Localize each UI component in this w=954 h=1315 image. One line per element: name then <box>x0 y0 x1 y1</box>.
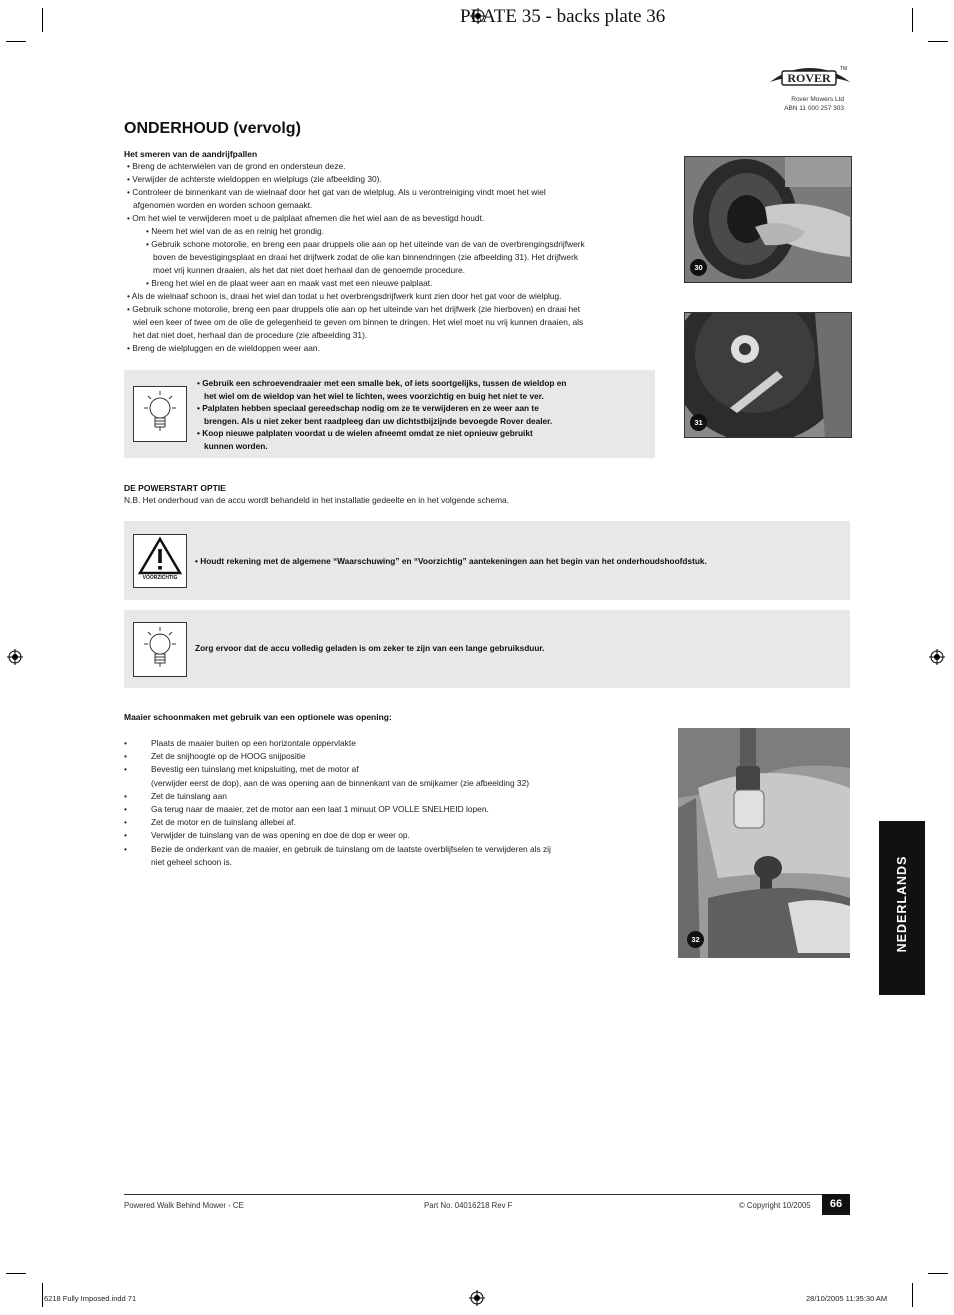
list-item-text: Zet de motor en de tuinslang allebei af. <box>151 817 296 828</box>
text-line: • Breng het wiel en de plaat weer aan en maak vast met een nieuwe palplaat. <box>146 278 433 288</box>
company-info <box>760 95 844 113</box>
section-title-cleaning: Maaier schoonmaken met gebruik van een optionele was opening: <box>124 712 392 722</box>
slug-timestamp: 28/10/2005 11:35:30 AM <box>806 1294 888 1303</box>
footer-part-number: Part No. 04016218 Rev F <box>424 1201 513 1210</box>
bullet: • <box>124 843 127 854</box>
bullet: • <box>124 804 127 815</box>
list-item <box>124 803 644 816</box>
crop-mark <box>928 41 948 42</box>
list-item-text: (verwijder eerst de dop), aan de was opening aan de binnenkant van de smijkamer (zie afbeelding 32) <box>151 777 530 788</box>
footer-rule <box>124 1194 850 1195</box>
section-title-lubrication: Het smeren van de aandrijfpallen <box>124 149 258 159</box>
list-item <box>124 790 644 803</box>
bullet: • <box>124 790 127 801</box>
bullet: • <box>124 830 127 841</box>
list-item <box>124 750 644 763</box>
lightbulb-icon <box>133 622 187 677</box>
text-line: • Gebruik schone motorolie, en breng een paar druppels olie aan op het uiteinde van de van de overbrengingsdrijfwerk <box>146 239 585 249</box>
section-body-lubrication <box>127 160 667 355</box>
list-item-text: Verwijder de tuinslang van de was opening en doe de dop er weer op. <box>151 830 410 841</box>
tip-line: kunnen worden. <box>204 440 268 451</box>
plate-title: PLATE 35 - backs plate 36 <box>460 6 666 27</box>
text-line: • Om het wiel te verwijderen moet u de palplaat afnemen die het wiel aan de as bevestigd houdt. <box>127 213 485 223</box>
footer-copyright: © Copyright 10/2005 <box>739 1201 811 1210</box>
text-line: • Neem het wiel van de as en reinig het grondig. <box>146 226 324 236</box>
tip-line: • Gebruik een schroevendraaier met een smalle bek, of iets soortgelijks, tussen de wieldop en <box>197 378 567 388</box>
registration-mark-icon <box>469 1290 485 1306</box>
text-line: • Controleer de binnenkant van de wielnaaf door het gat van de wielplug. Als u verontreiniging vindt moet het wiel <box>127 187 546 197</box>
tip-text <box>197 377 649 452</box>
section-title-powerstart: DE POWERSTART OPTIE <box>124 483 226 493</box>
text-line: • Als de wielnaaf schoon is, draai het wiel dan todat u het overbrengsdrijfwerk kunt zien door het gat voor de wielplug. <box>127 291 562 301</box>
list-item-text: Ga terug naar de maaier, zet de motor aan een laat 1 minuut OP VOLLE SNELHEID lopen. <box>151 804 489 815</box>
figure-number: 32 <box>687 931 704 948</box>
tip-line: • Palplaten hebben speciaal gereedschap nodig om ze te verwijderen en ze weer aan te <box>197 403 539 413</box>
list-item-text: Zet de snijhoogte op de HOOG snijpositie <box>151 751 306 762</box>
logo-text: ROVER <box>787 71 831 85</box>
crop-mark <box>928 1273 948 1274</box>
text-line: • Breng de achterwielen van de grond en ondersteun deze. <box>127 161 346 171</box>
logo-tm: TM <box>840 66 848 72</box>
text-line: het dat niet doet, herhaal dan de procedure (zie afbeelding 31). <box>133 330 368 340</box>
figure-number: 31 <box>690 414 707 431</box>
registration-mark-icon <box>929 649 945 665</box>
crop-mark <box>6 1273 26 1274</box>
page-number: 66 <box>822 1194 850 1215</box>
list-item-text: Bezie de onderkant van de maaier, en gebruik de tuinslang om de laatste overblijfselen te verwijderen als zij <box>151 843 551 854</box>
tip-line: • Koop nieuwe palplaten voordat u de wielen afneemt omdat ze niet opnieuw gebruikt <box>197 428 533 438</box>
text-line: • Breng de wielpluggen en de wieldoppen weer aan. <box>127 343 320 353</box>
list-item-text: niet geheel schoon is. <box>151 856 233 867</box>
list-item <box>124 816 644 829</box>
powerstart-note: N.B. Het onderhoud van de accu wordt behandeld in het installatie gedeelte en in het volgende schema. <box>124 495 510 505</box>
language-tab-label: NEDERLANDS <box>895 855 909 953</box>
figure-30-photo <box>684 156 852 283</box>
footer-product: Powered Walk Behind Mower - CE <box>124 1201 244 1210</box>
list-item-text: Bevestig een tuinslang met knipsluiting, met de motor af <box>151 764 359 775</box>
company-abn: ABN 11 000 257 303 <box>784 105 844 112</box>
crop-mark <box>912 1283 913 1307</box>
warning-box <box>124 521 850 600</box>
text-line: boven de bevestigingsplaat en draai het drijfwerk zodat de olie kan binnendringen (zie afbeelding 31). Het drijfwerk <box>153 252 579 262</box>
page-heading: ONDERHOUD (vervolg) <box>124 120 301 137</box>
figure-31-photo <box>684 312 852 438</box>
bullet: • <box>124 817 127 828</box>
lightbulb-icon <box>133 386 187 442</box>
list-item <box>124 763 644 789</box>
tip-box <box>124 370 655 458</box>
warning-text: • Houdt rekening met de algemene “Waarschuwing” en “Voorzichtig” aantekeningen aan het begin van het onderhoudshoofdstuk. <box>195 556 707 566</box>
rover-logo <box>768 62 852 92</box>
text-line: moet vrij kunnen draaien, als het dat niet doet herhaal dan de genoemde procedure. <box>153 265 465 275</box>
registration-mark-icon <box>7 649 23 665</box>
text-line: wiel een keer of twee om de olie de gelegenheid te geven om binnen te dringen. Het wiel moet nu vrij kunnen draaien, als <box>133 317 584 327</box>
tip-line: het wiel om de wieldop van het wiel te lichten, wees voorzichtig en buig het niet te ver. <box>204 390 544 401</box>
tip-text-battery: Zorg ervoor dat de accu volledig geladen is om zeker te zijn van een lange gebruiksduur. <box>195 643 545 653</box>
crop-mark <box>42 1283 43 1307</box>
tip-box-battery <box>124 610 850 688</box>
crop-mark <box>6 41 26 42</box>
figure-number: 30 <box>690 259 707 276</box>
list-item <box>124 737 644 750</box>
cleaning-steps-list <box>124 737 644 869</box>
crop-mark <box>42 8 43 32</box>
bullet: • <box>124 738 127 748</box>
warning-icon-label: VOORZICHTIG <box>142 575 178 581</box>
bullet: • <box>124 764 127 775</box>
text-line: • Verwijder de achterste wieldoppen en wielplugs (zie afbeelding 30). <box>127 174 382 184</box>
slug-file-info: 6218 Fully Imposed.indd 71 <box>44 1294 137 1303</box>
list-item-text: Plaats de maaier buiten op een horizontale oppervlakte <box>151 738 356 748</box>
company-name: Rover Mowers Ltd <box>791 96 844 103</box>
crop-mark <box>912 8 913 32</box>
list-item <box>124 829 644 842</box>
tip-line: brengen. Als u niet zeker bent raadpleeg dan uw dichtstbijzijnde bevoegde Rover dealer. <box>204 415 553 426</box>
list-item <box>124 843 644 869</box>
text-line: • Gebruik schone motorolie, breng een paar druppels olie aan op het uiteinde van het drijfwerk (zie hierboven) en draai het <box>127 304 581 314</box>
language-tab <box>879 821 925 995</box>
bullet: • <box>124 751 127 762</box>
text-line: afgenomen worden en worden schoon gemaakt. <box>133 200 313 210</box>
figure-32-photo <box>678 728 850 958</box>
warning-triangle-icon <box>133 534 187 588</box>
list-item-text: Zet de tuinslang aan <box>151 790 227 801</box>
